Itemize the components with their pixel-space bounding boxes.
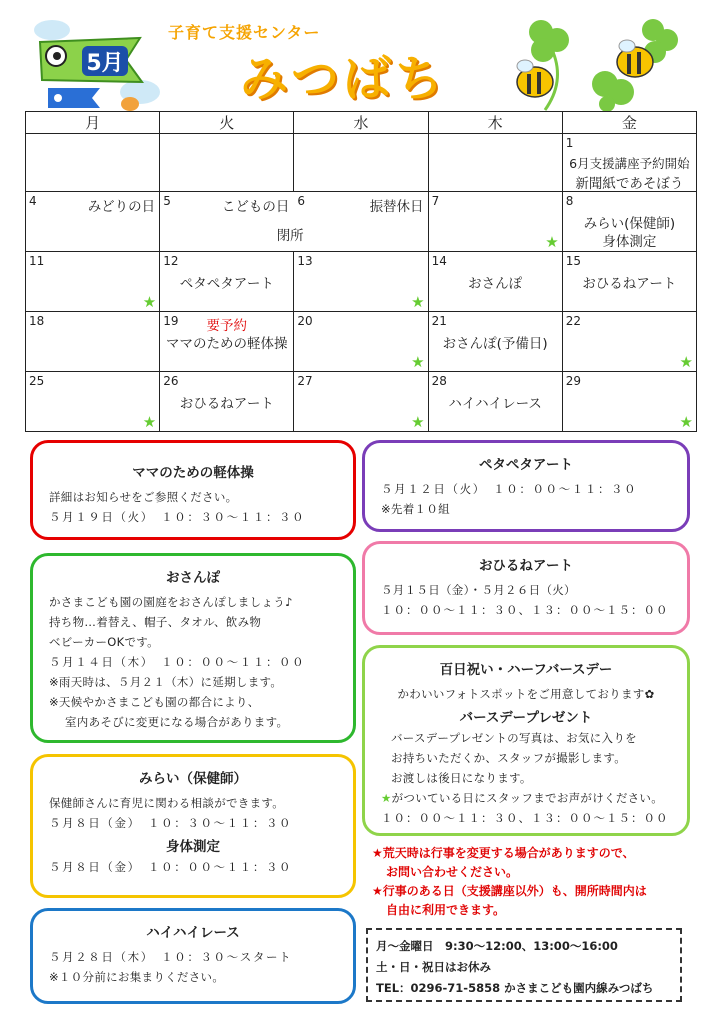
calendar-day <box>160 252 294 312</box>
box-subtitle: バースデープレゼント <box>459 710 593 726</box>
box-title: ペタペタアート <box>478 457 574 473</box>
calendar-day <box>26 252 160 312</box>
box-text: かさまこども園の園庭をおさんぽしましょう♪ <box>49 595 293 609</box>
calendar-day <box>160 372 294 432</box>
day-number: 20 <box>297 314 313 328</box>
weekday-mon: 月 <box>26 112 160 134</box>
calendar-day <box>428 192 562 252</box>
event-label: 身体測定 <box>602 234 657 250</box>
day-number: 25 <box>29 374 45 388</box>
star-icon: ★ <box>142 413 157 431</box>
box-text <box>381 788 671 808</box>
calendar-day <box>26 192 160 252</box>
star-icon: ★ <box>411 413 425 431</box>
box-title: おひるねアート <box>478 558 574 574</box>
box-text: 保健師さんに育児に関わる相談ができます。 <box>49 796 285 810</box>
box-text: かわいいフォトスポットをご用意しております✿ <box>397 687 655 701</box>
box-text: ベビーカーOKです。 <box>49 635 159 649</box>
event-label: おさんぽ(予備日) <box>442 336 548 352</box>
box-time: １０：００～１１：３０、１３：００～１５：００ <box>381 603 669 617</box>
koinobori-icon <box>30 12 170 112</box>
event-label: 6月支援講座予約開始 <box>569 156 690 171</box>
contact-phone: TEL：0296-71-5858 かさまこども園内線みつばち <box>376 981 654 995</box>
day-number: 4 <box>29 194 37 208</box>
center-name: 子育て支援センター <box>168 23 321 42</box>
reservation-required-label: 要予約 <box>206 318 248 334</box>
weekday-tue: 火 <box>160 112 294 134</box>
weekday-wed: 水 <box>294 112 428 134</box>
box-time: ５月８日（金） １０：００～１１：３０ <box>49 860 293 874</box>
box-text: ※天候やかさまこども園の都合により、 <box>49 695 260 709</box>
star-icon: ★ <box>142 293 157 311</box>
calendar-day <box>294 372 428 432</box>
star-icon: ★ <box>679 353 693 371</box>
calendar-day <box>160 312 294 372</box>
event-label: ハイハイレース <box>448 396 542 412</box>
calendar-day <box>562 134 696 192</box>
bee-clover-icon <box>505 12 705 112</box>
box-title: 百日祝い・ハーフバースデー <box>439 662 613 678</box>
calendar-day <box>562 372 696 432</box>
event-label: みらい(保健師) <box>583 216 676 232</box>
box-time: ５月１９日（火） １０：３０～１１：３０ <box>49 510 306 524</box>
calendar-day <box>26 312 160 372</box>
box-subtitle: 身体測定 <box>166 839 220 855</box>
day-number: 29 <box>565 374 582 388</box>
weekday-header-row <box>26 112 697 134</box>
box-time: １０：００～１１：３０、１３：００～１５：００ <box>381 811 669 825</box>
notes <box>372 844 692 920</box>
box-text: お渡しは後日になります。 <box>391 771 532 785</box>
day-number: 26 <box>163 374 179 388</box>
day-number: 5 <box>163 194 171 208</box>
box-time: ５月２８日（木） １０：３０～スタート <box>49 950 293 964</box>
box-text: お持ちいただくか、スタッフが撮影します。 <box>391 751 627 765</box>
osanpo-box <box>30 553 356 743</box>
day-number: 22 <box>565 314 582 328</box>
event-label: 新聞紙であそぼう <box>575 176 684 192</box>
calendar-day <box>428 372 562 432</box>
calendar-day <box>294 192 428 252</box>
day-number: 18 <box>29 314 45 328</box>
day-number: 15 <box>565 254 582 268</box>
hours-closed: 土・日・祝日はお休み <box>376 960 491 974</box>
box-time: ５月１２日（火） １０：００～１１：３０ <box>381 482 638 496</box>
event-label: おひるねアート <box>179 396 274 412</box>
star-icon: ★ <box>545 233 559 251</box>
day-number: 1 <box>565 136 574 150</box>
box-text: 室内あそびに変更になる場合があります。 <box>65 715 289 729</box>
weekday-fri: 金 <box>562 112 696 134</box>
haihai-box <box>30 908 356 1004</box>
day-number: 27 <box>297 374 313 388</box>
calendar-day-empty <box>428 134 562 192</box>
ohirune-box <box>362 541 690 635</box>
weekday-thu: 木 <box>428 112 562 134</box>
box-text: ※雨天時は、５月２１（木）に延期します。 <box>49 675 283 689</box>
mama-exercise-box <box>30 440 356 540</box>
star-icon: ★ <box>411 293 425 311</box>
event-label: おひるねアート <box>582 276 677 292</box>
note-item: ★荒天時は行事を変更する場合がありますので、 <box>372 846 635 860</box>
box-title: おさんぽ <box>166 570 220 586</box>
day-number: 7 <box>431 194 440 208</box>
hours-weekday: 月～金曜日 9:30～12:00、13:00～16:00 <box>376 939 618 953</box>
svg-text:5月: 5月 <box>86 51 124 76</box>
star-note: がついている日にスタッフまでお声がけください。 <box>391 791 664 805</box>
calendar-day <box>562 252 696 312</box>
calendar-day <box>294 312 428 372</box>
event-label: ペタペタアート <box>179 276 274 292</box>
calendar-day <box>562 312 696 372</box>
calendar-week <box>26 312 697 372</box>
calendar-week <box>26 192 697 252</box>
calendar-day-empty <box>160 134 294 192</box>
note-item-cont: 自由に利用できます。 <box>386 903 506 917</box>
box-text: ※先着１０組 <box>381 502 450 516</box>
holiday-label: みどりの日 <box>87 199 156 215</box>
page-header <box>0 0 722 112</box>
holiday-label: 振替休日 <box>369 199 424 215</box>
calendar-day <box>294 252 428 312</box>
holiday-label: こどもの日 <box>221 199 290 215</box>
day-number: 28 <box>431 374 447 388</box>
closed-label: 閉所 <box>276 228 304 244</box>
calendar-day <box>160 192 304 252</box>
calendar-day-empty <box>26 134 160 192</box>
star-icon: ★ <box>411 353 425 371</box>
box-time: ５月８日（金） １０：３０～１１：３０ <box>49 816 293 830</box>
day-number: 21 <box>431 314 447 328</box>
calendar-day <box>26 372 160 432</box>
star-icon: ★ <box>381 791 392 805</box>
day-number: 8 <box>565 194 574 208</box>
day-number: 19 <box>163 314 179 328</box>
box-text: 持ち物…着替え、帽子、タオル、飲み物 <box>49 615 262 629</box>
opening-hours-box <box>366 928 682 1002</box>
day-number: 11 <box>29 254 45 268</box>
calendar-week <box>26 372 697 432</box>
note-item-cont: お問い合わせください。 <box>386 865 519 879</box>
day-number: 14 <box>431 254 447 268</box>
note-item: ★行事のある日（支援講座以外）も、開所時間内は <box>372 884 647 898</box>
box-time: ５月１４日（木） １０：００～１１：００ <box>49 655 306 669</box>
day-number: 12 <box>163 254 179 268</box>
star-icon: ★ <box>679 413 693 431</box>
petapeta-box <box>362 440 690 532</box>
box-text: ※１０分前にお集まりください。 <box>49 970 225 984</box>
box-text: バースデープレゼントの写真は、お気に入りを <box>391 731 637 745</box>
calendar-week <box>26 134 697 192</box>
box-text: ５月１５日（金）・５月２６日（火） <box>381 583 576 597</box>
calendar-week <box>26 252 697 312</box>
calendar-day <box>428 312 562 372</box>
box-title: ハイハイレース <box>146 925 240 941</box>
box-text: 詳細はお知らせをご参照ください。 <box>49 490 238 504</box>
box-title: ママのための軽体操 <box>132 465 254 481</box>
box-title: みらい（保健師） <box>139 771 247 787</box>
event-label: ママのための軽体操 <box>166 336 288 352</box>
event-label: おさんぽ <box>468 276 523 292</box>
mirai-box <box>30 754 356 898</box>
calendar-day <box>428 252 562 312</box>
day-number: 6 <box>297 194 306 208</box>
hyakunichi-box <box>362 645 690 836</box>
calendar-day-empty <box>294 134 428 192</box>
day-number: 13 <box>297 254 313 268</box>
page-title: みつばち <box>240 51 448 107</box>
calendar-day <box>562 192 696 252</box>
monthly-calendar <box>25 111 697 432</box>
